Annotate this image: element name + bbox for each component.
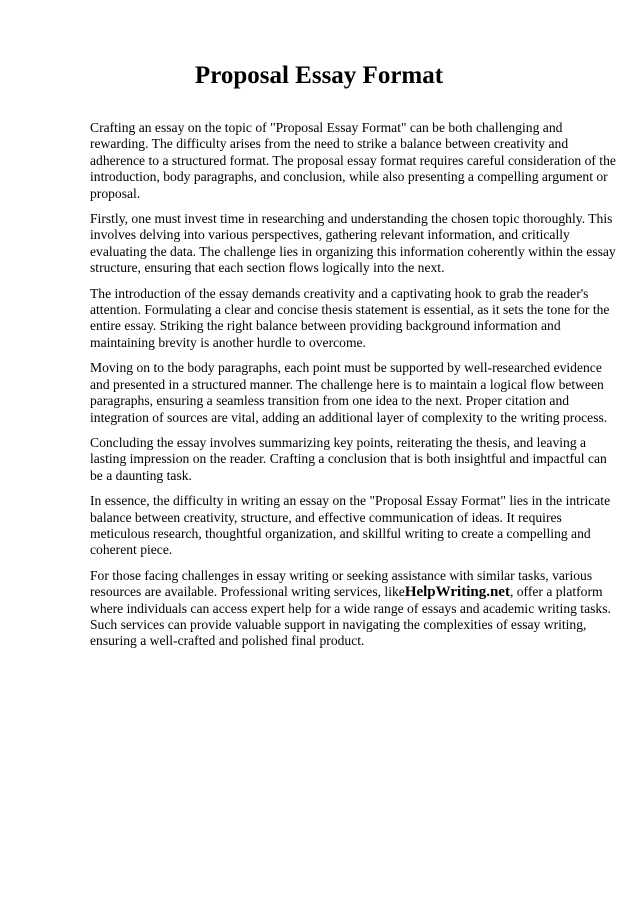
paragraph-5: [90, 434, 607, 484]
paragraph-line: meticulous research, thoughtful organization, and skillful writing to create a compelling and: [90, 525, 591, 541]
paragraph-line: where individuals can access expert help for a wide range of essays and academic writing tasks.: [90, 600, 611, 616]
paragraph-line: Firstly, one must invest time in researching and understanding the chosen topic thoroughly. This: [90, 211, 613, 227]
paragraph-line: lasting impression on the reader. Crafting a conclusion that is both insightful and impactful can: [90, 451, 607, 467]
paragraph-line: Such services can provide valuable support in navigating the complexities of essay writing,: [90, 616, 587, 632]
paragraph-text: , offer a platform: [509, 584, 603, 600]
paragraph-1: [90, 120, 616, 202]
paragraph-line: rewarding. The difficulty arises from the need to strike a balance between creativity and: [90, 136, 569, 152]
paragraph-line: coherent piece.: [90, 542, 173, 558]
paragraph-line: balance between creativity, structure, and effective communication of ideas. It requires: [90, 509, 562, 525]
paragraph-line: integration of sources are vital, adding an additional layer of complexity to the writing process.: [90, 409, 608, 425]
paragraph-line: be a daunting task.: [90, 467, 192, 483]
paragraph-text: resources are available. Professional writing services, like: [90, 584, 405, 600]
paragraph-line: [90, 584, 603, 601]
paragraph-line: Concluding the essay involves summarizing key points, reiterating the thesis, and leaving a: [90, 434, 587, 450]
paragraph-line: maintaining brevity is another hurdle to overcome.: [90, 334, 366, 350]
paragraph-line: involves delving into various perspectives, gathering relevant information, and critically: [90, 227, 570, 243]
paragraph-line: Crafting an essay on the topic of "Proposal Essay Format" can be both challenging and: [90, 120, 563, 135]
document-title: Proposal Essay Format: [194, 62, 444, 89]
brand-link[interactable]: HelpWriting.net: [404, 584, 510, 601]
paragraph-line: For those facing challenges in essay writing or seeking assistance with similar tasks, various: [90, 567, 593, 583]
paragraph-4: [90, 360, 608, 426]
paragraph-line: adherence to a structured format. The proposal essay format requires careful consideration of the: [90, 152, 616, 168]
paragraph-line: proposal.: [90, 185, 141, 201]
paragraph-line: paragraphs, ensuring a seamless transition from one idea to the next. Proper citation and: [90, 393, 570, 409]
paragraph-final: [90, 567, 611, 650]
paragraph-line: attention. Formulating a clear and concise thesis statement is essential, as it sets the tone for the: [90, 302, 610, 318]
paragraph-2: [90, 211, 616, 277]
paragraph-line: The introduction of the essay demands creativity and a captivating hook to grab the reader's: [90, 285, 589, 301]
paragraph-line: entire essay. Striking the right balance between providing background information and: [90, 318, 561, 334]
paragraph-line: structure, ensuring that each section flows logically into the next.: [90, 260, 445, 276]
paragraph-line: In essence, the difficulty in writing an essay on the "Proposal Essay Format" lies in the intricate: [90, 493, 611, 509]
paragraph-line: Moving on to the body paragraphs, each point must be supported by well-researched evidence: [90, 360, 602, 376]
paragraph-line: introduction, body paragraphs, and conclusion, while also presenting a compelling argument or: [90, 169, 608, 185]
paragraph-line: evaluating the data. The challenge lies in organizing this information coherently within the essay: [90, 243, 616, 259]
document-body: [90, 120, 616, 659]
paragraph-3: [90, 285, 610, 352]
paragraph-6: [90, 493, 611, 559]
paragraph-line: ensuring a well-crafted and polished final product.: [90, 633, 365, 649]
paragraph-line: and presented in a structured manner. The challenge here is to maintain a logical flow between: [90, 376, 604, 392]
